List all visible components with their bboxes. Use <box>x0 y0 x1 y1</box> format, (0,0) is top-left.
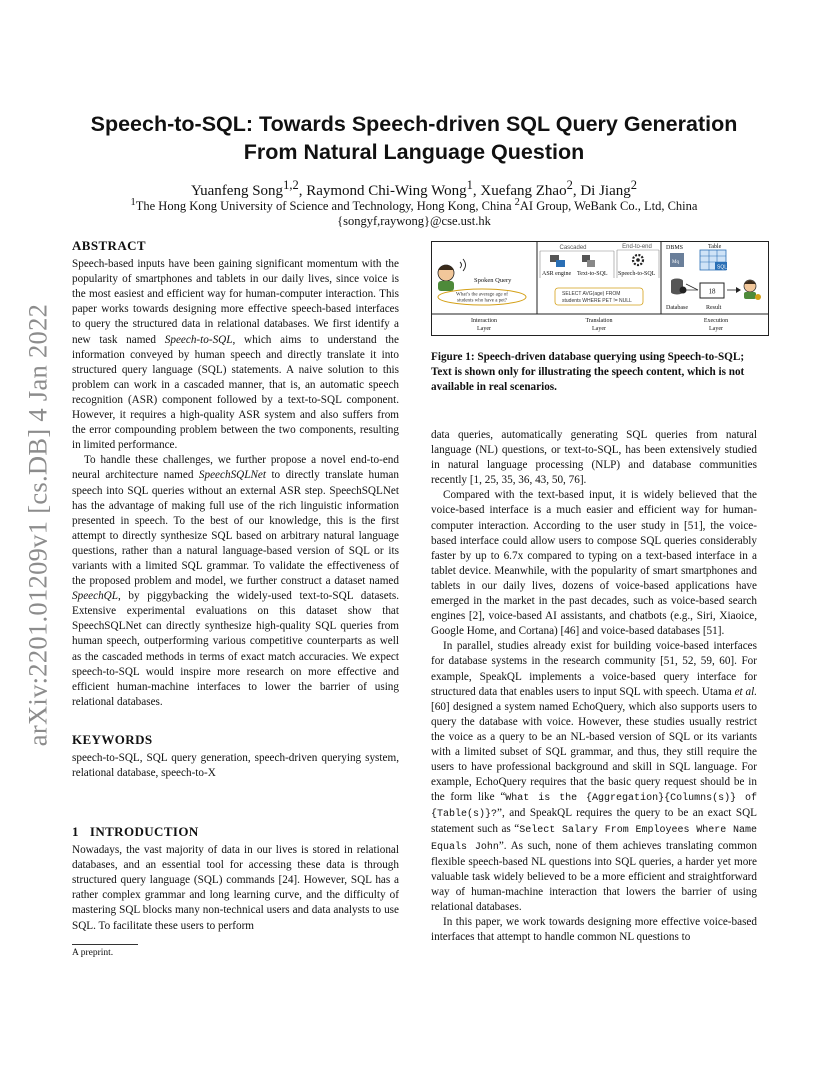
affil-sup-1: 1 <box>130 197 136 208</box>
person-icon <box>438 265 454 291</box>
title-line-1: Speech-to-SQL: Towards Speech-driven SQL Query Generation <box>90 112 738 136</box>
author-1: Yuanfeng Song <box>190 183 284 199</box>
abstract-p2c: to directly translate human speech into SQL queries without an external ASR step. SpeechSQLNet has the advantage of making full use of the rich linguistic information presented in speech. To the best of our knowledge, this is the first attempt to directly synthesize SQL based on arbitrary natural language questions, rather than a natural language-based version of SQL or its variants with a limited SQL grammar. To validate the effectiveness of the proposed problem and model, we further construct a dataset named <box>72 469 399 588</box>
fig-speech-to-sql: Speech-to-SQL <box>618 271 656 277</box>
intro-section <box>72 824 399 934</box>
fig-translation-line-1: Translation <box>585 318 613 324</box>
intro-number: 1 <box>72 824 79 839</box>
abstract-p1 <box>72 257 399 453</box>
right-p1: data queries, automatically generating SQL queries from natural language (NL) questions, or text-to-SQL, has been extensively studied in natural language processing (NLP) and database communities recently [1, 25, 35, 36, 43, 50, 76]. <box>431 429 757 487</box>
figure-1 <box>431 241 769 336</box>
keywords-text: speech-to-SQL, SQL query generation, speech-driven querying system, relational database, speech-to-X <box>72 752 399 780</box>
figure-diagram <box>432 242 768 335</box>
fig-bubble-line-1: What’s the average age of <box>456 292 508 298</box>
fig-spoken-query: Spoken Query <box>474 277 512 284</box>
right-p3a: In parallel, studies already exist for building voice-based interfaces for database systems in the research community [51, 52, 59, 60]. For example, SpeakQL implements a voice-based query interface for structured data that enables users to input SQL with speech. Utama <box>431 640 757 698</box>
fig-database: Database <box>666 305 688 311</box>
right-p3g: ”. As such, none of them achieves translating common flexible speech-based NL questions into SQL queries, a harder yet more valuable task widely believed to be a more efficient and straightforward way of human-machine interaction that lowers the barrier of using relational databases. <box>431 839 757 913</box>
author-2: , Raymond Chi-Wing Wong <box>298 183 467 199</box>
text-to-sql-icon <box>582 255 595 267</box>
abstract-p1c: , which aims to understand the information conveyed by human speech and directly translate it into structured query language (SQL) statements. A naive solution to this problem can work in a cascaded manner, that is, an automatic speech recognition (ASR) component followed by a text-to-SQL component. However, it requires a high-quality ASR system and also suffers from the error compounding problem between the two components, resulting in limited performance. <box>72 333 399 452</box>
footnote-rule <box>72 944 138 945</box>
fig-bubble-line-2: students who have a pet? <box>457 298 507 304</box>
abstract-p2e: , by piggybacking the widely-used text-to-SQL datasets. Extensive experimental evaluations on this dataset show that SpeechSQLNet can directly synthesize high-quality SQL queries from human speech, outperforming various competitive counterparts as well as the cascaded methods in terms of exact match accuracies. We expect speech-to-SQL would inspire more research on more effective and efficient human-machine interfaces to lower the barrier of using relational databases. <box>72 590 399 708</box>
affil-sup-2: 2 <box>514 197 520 208</box>
abstract-p2b: SpeechSQLNet <box>198 469 266 482</box>
fig-asr: ASR engine <box>542 271 572 277</box>
person-icon-result <box>744 280 761 300</box>
abstract-p2a: To handle these challenges, we further propose a novel end-to-end neural architecture named <box>72 454 399 482</box>
right-p3 <box>431 639 757 915</box>
fig-execution-line-2: Layer <box>709 326 723 332</box>
database-cube-icon <box>670 253 684 267</box>
fig-cascaded: Cascaded <box>559 245 587 251</box>
affiliation <box>60 197 768 214</box>
author-1-sup: 1,2 <box>283 178 299 192</box>
database-icon <box>671 279 687 295</box>
intro-heading <box>72 824 399 839</box>
fig-result-value: 18 <box>708 287 716 296</box>
fig-end-to-end: End-to-end <box>622 244 652 250</box>
fig-dbms: DBMS <box>666 245 684 251</box>
asr-icon <box>550 255 565 267</box>
right-p3c: [60] designed a system named EchoQuery, which also supports users to query the database with voice. However, these studies usually restrict the voice as a query to be an NL-based version of SQL or its variants with a limited subset of SQL grammar, and thus, they still require the users to have professional background and skill in SQL language. For example, EchoQuery requires that the basic query request should be in the form like “ <box>431 700 757 804</box>
fig-sql-line-2: students WHERE PET != NULL <box>562 298 632 304</box>
title-line-2: From Natural Language Question <box>243 140 585 164</box>
arxiv-sidebar <box>18 290 58 760</box>
author-4: , Di Jiang <box>572 183 631 199</box>
keywords-heading: KEYWORDS <box>72 732 153 747</box>
intro-title: INTRODUCTION <box>89 824 199 839</box>
fig-sql-line-1: SELECT AVG(age) FROM <box>562 291 621 297</box>
right-column <box>431 428 757 945</box>
author-3: , Xuefang Zhao <box>472 183 567 199</box>
fig-text-to-sql: Text-to-SQL <box>577 271 608 277</box>
fig-sql-tag: SQL <box>717 264 728 271</box>
author-4-sup: 2 <box>630 178 637 192</box>
right-p4: In this paper, we work towards designing more effective voice-based interfaces that attempt to handle common NL questions to <box>431 916 757 944</box>
fig-interaction-line-2: Layer <box>477 326 491 332</box>
footnote: A preprint. <box>72 948 114 958</box>
author-2-sup: 1 <box>466 178 473 192</box>
keywords-section <box>72 732 399 781</box>
fig-result: Result <box>706 305 722 311</box>
figure-caption: Figure 1: Speech-driven database querying using Speech-to-SQL; Text is shown only for illustrating the speech content, which is not available in real scenarios. <box>431 351 745 393</box>
gear-icon <box>633 255 643 265</box>
echoquery-template: What is the {Aggregation}{Columns(s)} of {Table(s)}? <box>431 793 757 821</box>
right-p3b: et al. <box>734 685 757 698</box>
arxiv-id: arXiv:2201.01209v1 [cs.DB] 4 Jan 2022 <box>22 303 53 747</box>
abstract-p1a: Speech-based inputs have been gaining significant momentum with the popularity of smartphones and tablets in our daily lives, since voice is the most easiest and efficient way for human-computer interaction. This paper works towards designing more effective speech-based interfaces to query the structured data in relational databases. We first identify a new task named <box>72 258 399 346</box>
fig-interaction-line-1: Interaction <box>471 318 497 324</box>
fig-execution-line-1: Execution <box>703 318 729 324</box>
fig-table: Table <box>708 244 722 250</box>
abstract-p2 <box>72 453 399 710</box>
abstract-heading: ABSTRACT <box>72 238 146 253</box>
author-3-sup: 2 <box>566 178 573 192</box>
right-p3e: ”, and SpeakQL requires the query to be an exact SQL statement such as “ <box>431 807 757 836</box>
affil-1: The Hong Kong University of Science and Technology, Hong Kong, China <box>135 199 515 214</box>
fig-translation-line-2: Layer <box>592 326 606 332</box>
svg-text:Mq: Mq <box>672 260 679 265</box>
sound-icon <box>460 259 466 271</box>
intro-p1: Nowadays, the vast majority of data in our lives is stored in relational databases, and an essential tool for accessing these data is through structured query language (SQL) commands [24]. However, SQL has a rather complex grammar and long learning curve, and the difficulty of mastering SQL blocks many non-technical users and data analysts to use SQL. To facilitate these users to perform <box>72 844 399 932</box>
speakql-example: Select Salary From Employees Where Name Equals John <box>431 825 757 853</box>
abstract-p1b: Speech-to-SQL <box>164 333 233 346</box>
left-column <box>72 238 399 710</box>
email: {songyf,raywong}@cse.ust.hk <box>337 214 491 228</box>
affil-2: AI Group, WeBank Co., Ltd, China <box>519 199 698 214</box>
right-p2: Compared with the text-based input, it is widely believed that the voice-based interface is a much easier and efficient way for human-computer interaction. According to the user study in [51], the voice-based interface could allow users to compose SQL queries considerably faster by up to 6.7x compared to typing on a text-based interface in a tablet device. Meanwhile, with the popularity of smart smartphones and tablets in our daily lives, dozens of voice-based applications have emerged in the market in the past decades, such as voice-based search engines [2], voice-based AI assistants, and chatbots (e.g., Siri, Xiaoice, Google Home, and Cortana) [46] and voice-based databases [51]. <box>431 489 757 638</box>
abstract-p2d: SpeechQL <box>72 590 118 603</box>
paper-title <box>60 110 768 166</box>
